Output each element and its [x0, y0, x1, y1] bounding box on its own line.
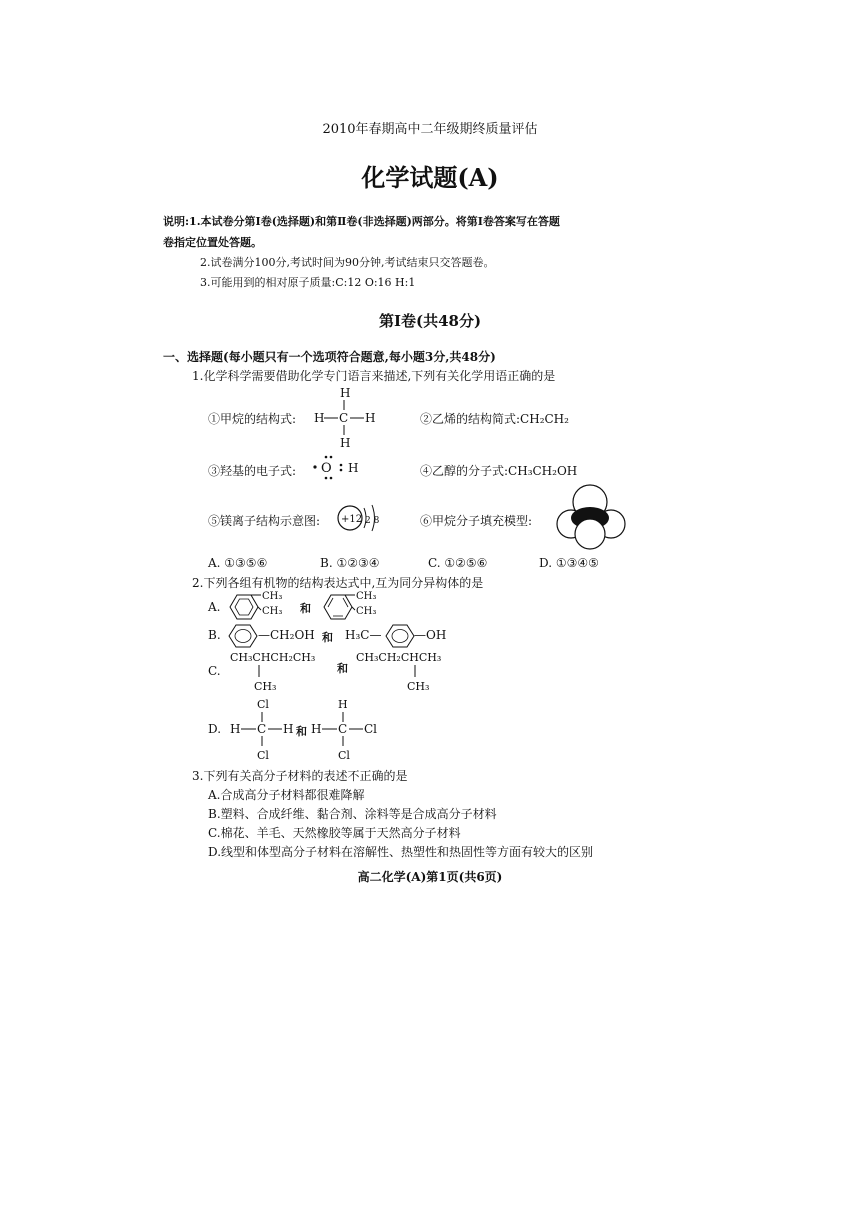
cl-atom: Cl [338, 749, 350, 762]
q2-b-mid: H₃C— [345, 628, 382, 642]
c-atom: C [257, 722, 267, 736]
instruction-line-3: 3.可能用到的相对原子质量:C:12 O:16 H:1 [200, 276, 416, 289]
q3-option-b: B.塑料、合成纤维、黏合剂、涂料等是合成高分子材料 [208, 807, 497, 821]
c-atom: C [338, 722, 348, 736]
exam-line: 2010年春期高中二年级期终质量评估 [322, 122, 538, 137]
q2-and-a: 和 [300, 602, 311, 615]
svg-text:O: O [321, 461, 332, 476]
q1-option-d: D. ①③④⑤ [539, 556, 599, 570]
q2-option-d-label: D. [208, 722, 222, 736]
cl-atom: Cl [257, 698, 269, 711]
methyl-label: CH₃ [356, 591, 377, 602]
q2-c-right-main: CH₃CH₂CHCH₃ [356, 651, 442, 664]
q2-c-right-bond [412, 665, 418, 679]
instruction-line-2: 2.试卷满分100分,考试时间为90分钟,考试结束只交答题卷。 [200, 256, 495, 269]
instruction-line-1: 说明:1.本试卷分第Ⅰ卷(选择题)和第Ⅱ卷(非选择题)两部分。将第Ⅰ卷答案写在答题 [163, 215, 560, 228]
q2-c-left-branch: CH₃ [254, 680, 277, 693]
cl-atom: Cl [364, 722, 378, 736]
q1-option-a: A. ①③⑤⑥ [208, 556, 268, 570]
page-footer: 高二化学(A)第1页(共6页) [357, 870, 503, 884]
q2-c-left-main: CH₃CHCH₂CH₃ [230, 651, 316, 664]
methyl-label: CH₃ [262, 591, 283, 602]
q2-c-right-branch: CH₃ [407, 680, 430, 693]
h-atom: H [338, 698, 348, 711]
q1-item5-label: ⑤镁离子结构示意图: [208, 514, 321, 528]
q3-option-a: A.合成高分子材料都很难降解 [208, 788, 365, 802]
methane-structural-formula [312, 384, 382, 454]
svg-text:C: C [339, 411, 349, 425]
q1-item2-text: ②乙烯的结构简式: [420, 412, 521, 426]
q1-item6-label: ⑥甲烷分子填充模型: [420, 514, 533, 528]
q1-option-c: C. ①②⑤⑥ [428, 556, 488, 570]
methyl-label: CH₃ [356, 606, 377, 617]
q2-and-b: 和 [322, 631, 333, 644]
section-title: 第Ⅰ卷(共48分) [378, 312, 482, 330]
ortho-xylene-structure-1 [226, 591, 286, 623]
q1-item3-label: ③羟基的电子式: [208, 464, 297, 478]
paper-title: 化学试题(A) [361, 163, 499, 192]
mg-shells-label: 2 8 [365, 516, 380, 526]
q1-option-b: B. ①②③④ [320, 556, 380, 570]
q1-stem: 1.化学科学需要借助化学专门语言来描述,下列有关化学用语正确的是 [192, 369, 556, 383]
q2-stem: 2.下列各组有机物的结构表达式中,互为同分异构体的是 [192, 576, 484, 590]
dichloromethane-structure-2 [309, 696, 389, 764]
ortho-xylene-structure-2 [320, 591, 382, 623]
q2-b-right: —OH [414, 628, 447, 642]
q2-b-left: —CH₂OH [258, 628, 315, 642]
q1-item4-formula: CH₃CH₂OH [508, 464, 578, 478]
q2-c-left-bond [256, 665, 262, 679]
magnesium-ion-diagram [336, 500, 386, 536]
q1-item4-text: ④乙醇的分子式: [420, 464, 509, 478]
svg-text:H: H [348, 461, 359, 475]
q2-option-a-label: A. [208, 600, 221, 614]
q2-and-d: 和 [296, 725, 307, 738]
q3-option-d: D.线型和体型高分子材料在溶解性、热塑性和热固性等方面有较大的区别 [208, 845, 594, 859]
svg-text:H: H [340, 386, 351, 400]
hydroxyl-electron-formula [310, 452, 370, 482]
q1-item4-label [420, 462, 577, 479]
instruction-line-1b: 卷指定位置处答题。 [163, 236, 262, 249]
q1-item2-label [420, 410, 569, 427]
h-atom: H [230, 722, 241, 736]
methane-space-filling-model [555, 484, 627, 550]
svg-text:H: H [365, 411, 376, 425]
q1-item1-label: ①甲烷的结构式: [208, 412, 297, 426]
section-heading: 一、选择题(每小题只有一个选项符合题意,每小题3分,共48分) [163, 350, 496, 364]
q3-stem: 3.下列有关高分子材料的表述不正确的是 [192, 769, 408, 783]
q1-item2-formula: CH₂CH₂ [520, 412, 569, 426]
h-atom: H [311, 722, 322, 736]
svg-text:H: H [340, 436, 351, 450]
cl-atom: Cl [257, 749, 269, 762]
methyl-label: CH₃ [262, 606, 283, 617]
benzene-ring-b1 [226, 622, 262, 650]
svg-text:H: H [314, 411, 325, 425]
q2-option-b-label: B. [208, 628, 221, 642]
q2-and-c: 和 [337, 662, 348, 675]
mg-nucleus-label: +12 [341, 514, 363, 525]
q3-option-c: C.棉花、羊毛、天然橡胶等属于天然高分子材料 [208, 826, 461, 840]
h-atom: H [283, 722, 294, 736]
q2-option-c-label: C. [208, 664, 221, 678]
